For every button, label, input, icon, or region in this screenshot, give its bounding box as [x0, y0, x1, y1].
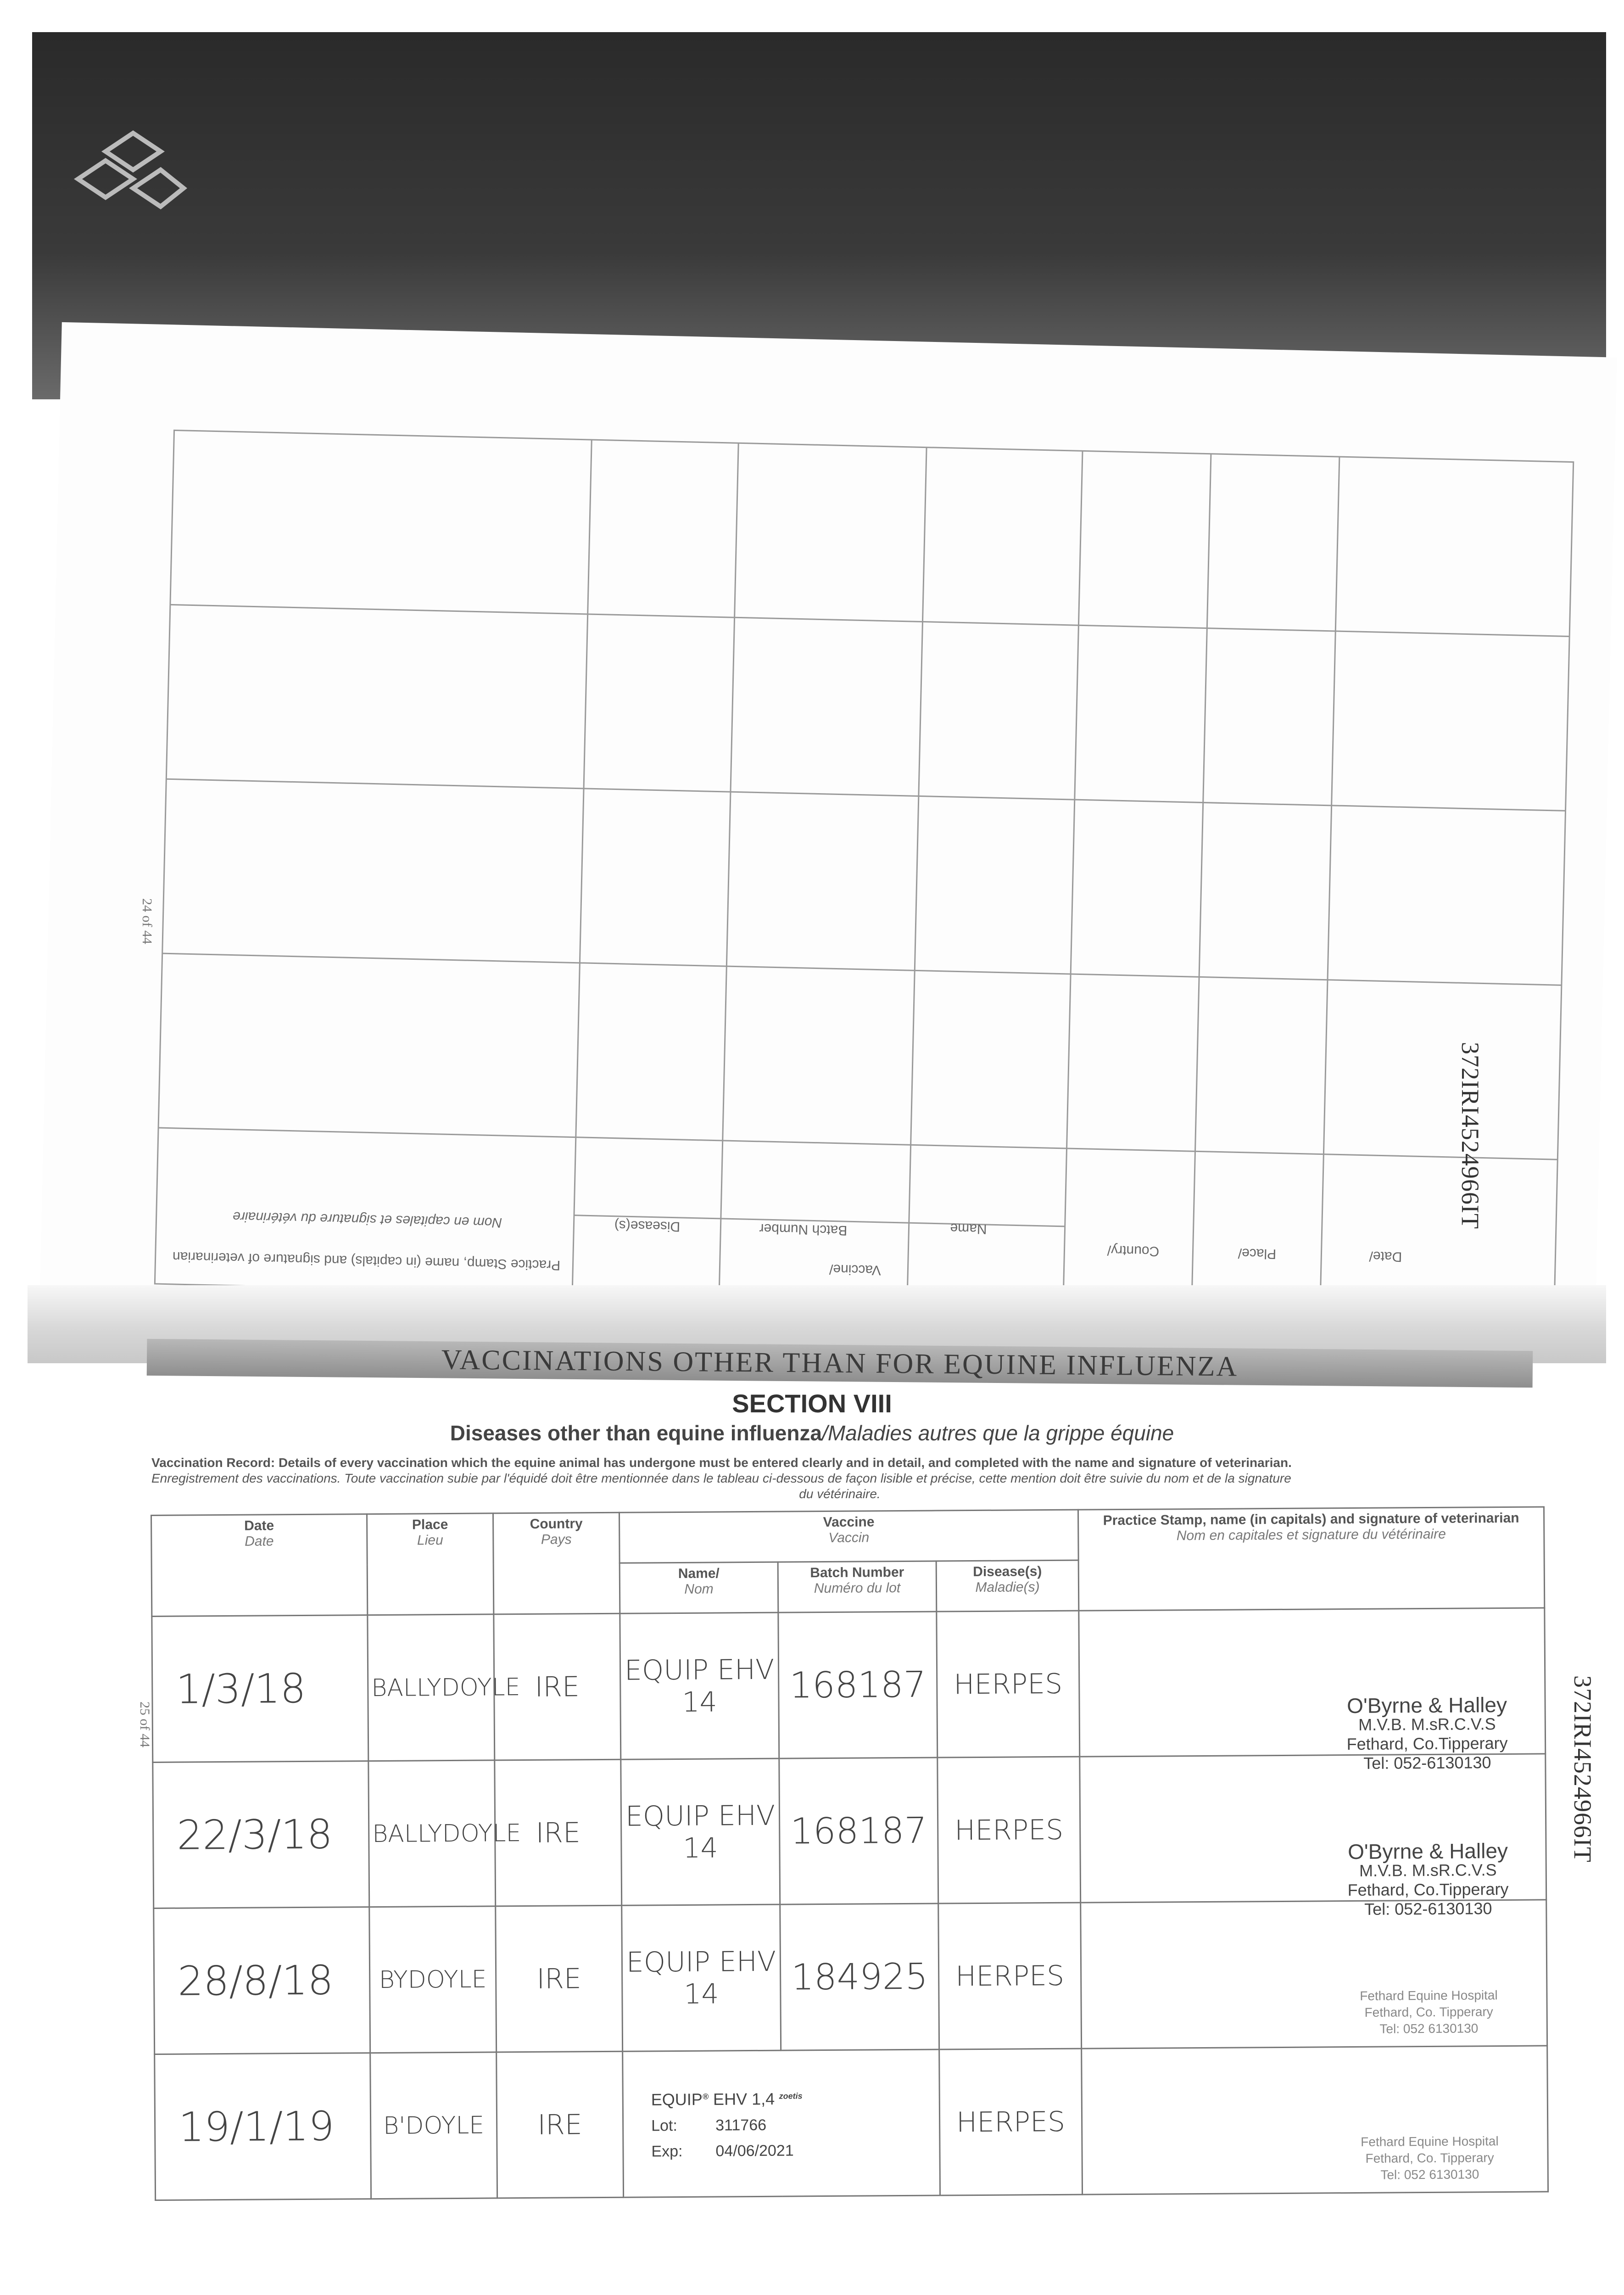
- label-reg: ®: [702, 2092, 709, 2101]
- vaccination-table: [151, 1506, 1549, 2201]
- row-practice-stamp: [1082, 2046, 1548, 2194]
- lot-label: Lot:: [651, 2117, 677, 2135]
- vet-signature: [1083, 1681, 1541, 1684]
- record-note-fr: Enregistrement des vaccinations. Toute vaccination subie par l'équidé doit être mentionnée dans le tableau ci-dessous de façon lisible et précise, cette mention doit être suivie du nom et de la signature: [151, 1471, 1291, 1485]
- lower-side-code: 372IRI4524966IT: [1569, 1675, 1596, 1863]
- upper-vaccine-label: Vaccine/: [829, 1261, 882, 1278]
- row-batch-number: 184925: [780, 1903, 939, 2050]
- practice-stamp-text: O'Byrne & Halley M.V.B. M.sR.C.V.S Fethard, Co.Tipperary Tel: 052-6130130: [1346, 1692, 1508, 1773]
- header-vaccine: Vaccine Vaccin: [619, 1510, 1078, 1563]
- vet-signature: [1083, 1827, 1542, 1830]
- row-date: 28/8/18: [154, 1907, 370, 2054]
- upper-vaccination-grid: [155, 430, 1573, 1315]
- practice-stamp-text: Fethard Equine Hospital Fethard, Co. Tipperary Tel: 052 6130130: [1361, 2133, 1499, 2182]
- header-country: Country Pays: [493, 1512, 619, 1614]
- header-place: Place Lieu: [367, 1513, 494, 1615]
- vet-signature: [1084, 1973, 1543, 1976]
- row-place: BALLYDOYLE: [368, 1760, 496, 1907]
- row-date: 19/1/19: [155, 2053, 371, 2200]
- row-place: B'DOYLE: [370, 2052, 497, 2199]
- section-subtitle: [0, 1421, 1624, 1445]
- section-banner: VACCINATIONS OTHER THAN FOR EQUINE INFLUENZA: [147, 1339, 1533, 1388]
- row-country: IRE: [497, 2051, 624, 2198]
- row-date: 22/3/18: [153, 1761, 369, 1909]
- vaccine-batch-label: [623, 2049, 940, 2197]
- corner-pattern: [69, 124, 188, 230]
- lot-number: 311766: [715, 2116, 767, 2134]
- label-brand: EQUIP: [651, 2089, 703, 2109]
- exp-label: Exp:: [651, 2143, 683, 2161]
- vet-signature: [1085, 2119, 1544, 2121]
- upper-disease-label: Disease(s): [614, 1217, 681, 1234]
- row-disease: HERPES: [938, 1757, 1081, 1903]
- header-vaccine-name: Name/ Nom: [619, 1562, 778, 1613]
- upper-name-label: Name: [950, 1220, 987, 1237]
- label-maker: zoetis: [779, 2091, 803, 2101]
- row-country: IRE: [494, 1613, 621, 1760]
- row-practice-stamp: [1079, 1608, 1546, 1773]
- exp-date: 04/06/2021: [715, 2142, 794, 2160]
- row-disease: HERPES: [939, 2049, 1083, 2195]
- upper-practice-stamp-fr: Nom en capitales et signature du vétérinaire: [232, 1209, 502, 1231]
- section-title: SECTION VIII: [732, 1389, 892, 1418]
- record-note-fr-cont: du vétérinaire.: [799, 1487, 881, 1501]
- upper-date-label: Date/: [1369, 1248, 1402, 1265]
- upper-page-number: 24 of 44: [140, 898, 155, 944]
- vaccination-record-note: [151, 1455, 1528, 1502]
- upper-side-code: 372IRI4524966IT: [1457, 1042, 1484, 1229]
- row-date: 1/3/18: [152, 1615, 368, 1763]
- header-diseases: Disease(s) Maladie(s): [936, 1560, 1079, 1612]
- record-note-en: Vaccination Record: Details of every vaccination which the equine animal has undergone must be entered clearly and in detail, and completed with the name and signature of veterinarian.: [151, 1455, 1292, 1470]
- header-practice-stamp: Practice Stamp, name (in capitals) and signature of veterinarian Nom en capitales et signature du vétérinaire: [1078, 1507, 1544, 1611]
- row-vaccine-name: EQUIP EHV 14: [622, 1904, 781, 2051]
- header-date: Date Date: [151, 1514, 368, 1617]
- upper-country-label: Country/: [1107, 1243, 1160, 1259]
- upper-practice-stamp-en: Practice Stamp, name (in capitals) and signature of veterinarian: [172, 1248, 561, 1273]
- row-vaccine-name: EQUIP EHV 14: [621, 1758, 780, 1905]
- table-row: [153, 1754, 1546, 1909]
- upper-place-label: Place/: [1238, 1245, 1277, 1262]
- table-row: [152, 1608, 1546, 1763]
- row-batch-number: 168187: [779, 1758, 938, 1904]
- lower-page-number: 25 of 44: [137, 1702, 152, 1747]
- row-disease: HERPES: [938, 1903, 1082, 2049]
- subtitle-en: Diseases other than equine influenza: [450, 1421, 822, 1445]
- row-country: IRE: [495, 1759, 622, 1906]
- table-row: [155, 2046, 1548, 2200]
- row-country: IRE: [496, 1905, 623, 2052]
- header-batch-number: Batch Number Numéro du lot: [778, 1561, 937, 1612]
- practice-stamp-text: O'Byrne & Halley M.V.B. M.sR.C.V.S Fethard, Co.Tipperary Tel: 052-6130130: [1347, 1838, 1509, 1919]
- practice-stamp-text: Fethard Equine Hospital Fethard, Co. Tipperary Tel: 052 6130130: [1360, 1987, 1498, 2036]
- row-place: BALLYDOYLE: [368, 1614, 495, 1761]
- row-batch-number: 168187: [778, 1612, 938, 1758]
- upper-batch-label: Batch Number: [759, 1220, 848, 1238]
- label-product: EHV 1,4: [708, 2089, 775, 2109]
- table-row: [154, 1900, 1547, 2054]
- row-disease: HERPES: [937, 1611, 1080, 1758]
- upper-page: [39, 322, 1617, 1344]
- subtitle-fr: /Maladies autres que la grippe équine: [822, 1421, 1174, 1445]
- row-place: BYDOYLE: [369, 1906, 497, 2053]
- row-vaccine-name: EQUIP EHV 14: [620, 1612, 779, 1759]
